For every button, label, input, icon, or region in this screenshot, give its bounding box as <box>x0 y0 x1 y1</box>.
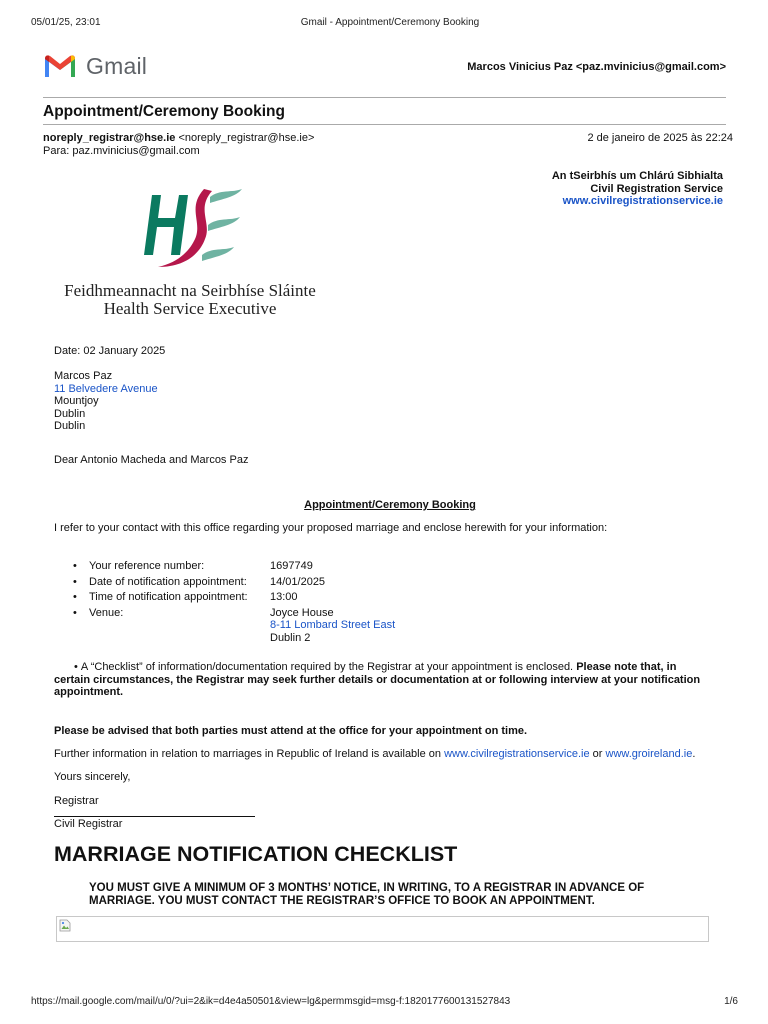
list-item <box>73 559 395 575</box>
service-url-link[interactable]: www.civilregistrationservice.ie <box>562 195 723 207</box>
address-area: Mountjoy <box>54 395 99 407</box>
broken-image-icon <box>59 919 71 932</box>
further-info-or: or <box>592 748 603 760</box>
gmail-m-icon <box>43 53 77 79</box>
signer-title: Civil Registrar <box>54 818 123 830</box>
signature-line <box>54 816 255 817</box>
letter-address <box>54 370 158 433</box>
print-page-number: 1/6 <box>724 996 738 1007</box>
groireland-link[interactable]: www.groireland.ie <box>605 748 693 760</box>
print-url: https://mail.google.com/mail/u/0/?ui=2&ik=d4e4a50501&view=lg&permmsgid=msg-f:1820177600131527843 <box>31 996 511 1007</box>
letter-intro: I refer to your contact with this office regarding your proposed marriage and enclose herewith for your information: <box>54 522 608 534</box>
civil-registration-link[interactable]: www.civilregistrationservice.ie <box>444 748 590 760</box>
bullet-dot: • <box>73 575 77 588</box>
detail-value: 1697749 <box>270 560 313 572</box>
list-item <box>73 590 395 606</box>
service-block <box>552 170 723 208</box>
service-name-english: Civil Registration Service <box>590 182 723 195</box>
venue-value <box>270 606 395 645</box>
bullet-dot: • <box>74 661 81 673</box>
gmail-wordmark: Gmail <box>86 52 148 79</box>
venue-street-link[interactable]: 8-11 Lombard Street East <box>270 619 396 631</box>
letter-date: Date: 02 January 2025 <box>54 345 166 357</box>
further-info <box>54 748 695 761</box>
list-item <box>73 606 395 645</box>
email-date: 2 de janeiro de 2025 às 22:24 <box>587 132 733 144</box>
hse-name-irish: Feidhmeannacht na Seirbhíse Sláinte <box>64 281 316 300</box>
address-street-link[interactable]: 11 Belvedere Avenue <box>54 382 158 395</box>
detail-label: Venue: <box>89 606 124 619</box>
detail-label: Your reference number: <box>89 560 205 572</box>
service-name-irish: An tSeirbhís um Chlárú Sibhialta <box>551 170 723 182</box>
address-county: Dublin <box>54 420 86 432</box>
broken-image <box>56 916 709 942</box>
hse-logo-mark <box>130 185 250 275</box>
email-subject: Appointment/Ceremony Booking <box>43 103 285 120</box>
letter-salutation: Dear Antonio Macheda and Marcos Paz <box>54 454 249 466</box>
bullet-dot: • <box>73 560 77 572</box>
detail-value: 13:00 <box>270 591 298 603</box>
hse-name-english: Health Service Executive <box>103 299 277 318</box>
closing: Yours sincerely, <box>54 771 131 783</box>
bullet-dot: • <box>73 606 77 619</box>
checklist-note-plain: A “Checklist” of information/documentation required by the Registrar at your appointment is enclosed. <box>80 661 574 673</box>
checklist-note-bold: Please note that, in certain circumstances, the Registrar may seek further details or documentation at or following interview at your notification appointment. <box>54 661 701 698</box>
sender-address-angle: <noreply_registrar@hse.ie> <box>178 132 315 144</box>
detail-label: Time of notification appointment: <box>89 591 248 603</box>
account-identity: Marcos Vinicius Paz <paz.mvinicius@gmail.com> <box>467 61 726 73</box>
appointment-details-list <box>73 559 395 644</box>
hse-logo-text <box>60 282 320 318</box>
further-info-text: Further information in relation to marriages in Republic of Ireland is available on <box>54 748 442 760</box>
print-page-title: Gmail - Appointment/Ceremony Booking <box>300 17 480 28</box>
address-name: Marcos Paz <box>54 370 113 382</box>
venue-city: Dublin 2 <box>270 631 311 644</box>
email-recipient: Para: paz.mvinicius@gmail.com <box>43 145 200 157</box>
detail-value: 14/01/2025 <box>270 575 326 588</box>
sender-address: noreply_registrar@hse.ie <box>43 132 176 144</box>
checklist-note <box>54 661 714 699</box>
header-divider <box>43 97 726 98</box>
email-sender <box>43 132 314 144</box>
list-item <box>73 575 395 591</box>
notice-paragraph: YOU MUST GIVE A MINIMUM OF 3 MONTHS’ NOTICE, IN WRITING, TO A REGISTRAR IN ADVANCE OF MARRIAGE. YOU MUST CONTACT THE REGISTRAR’S OFFICE TO BOOK AN APPOINTMENT. <box>89 882 645 907</box>
signer: Registrar <box>54 795 99 807</box>
advise-notice: Please be advised that both parties must attend at the office for your appointment on time. <box>54 725 528 737</box>
subject-divider <box>43 124 726 125</box>
further-info-end: . <box>692 748 696 760</box>
address-city: Dublin <box>54 407 86 420</box>
letter-title: Appointment/Ceremony Booking <box>304 499 476 511</box>
gmail-logo[interactable] <box>43 52 163 80</box>
checklist-heading: MARRIAGE NOTIFICATION CHECKLIST <box>54 842 458 866</box>
detail-label: Date of notification appointment: <box>89 575 247 588</box>
venue-name: Joyce House <box>270 606 334 619</box>
bullet-dot: • <box>73 591 77 603</box>
print-datetime: 05/01/25, 23:01 <box>31 17 101 28</box>
